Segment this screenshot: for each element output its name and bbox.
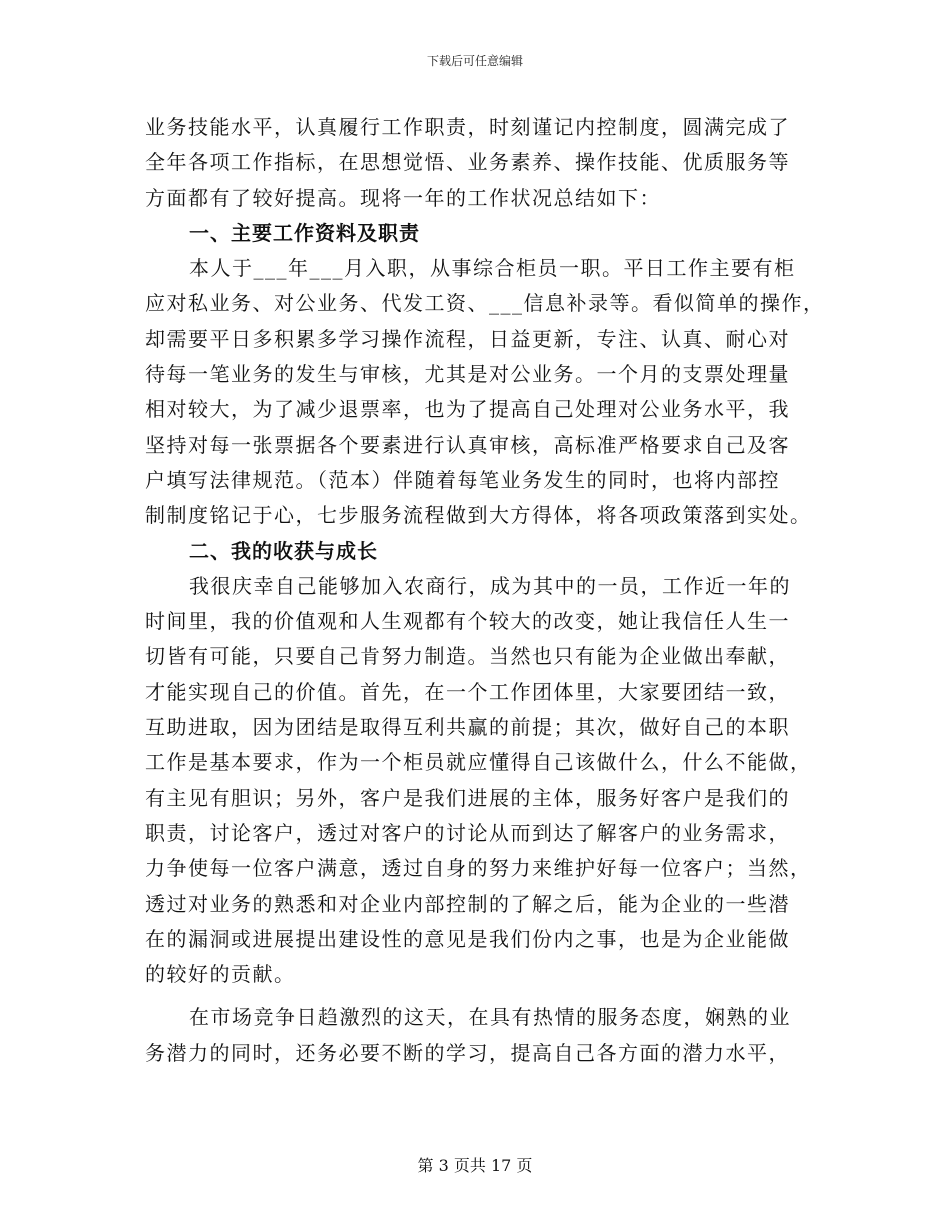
page-number: 第 3 页共 17 页 [417,1156,533,1175]
paragraph-line: 户填写法律规范。（范本）伴随着每笔业务发生的同时，也将内部控 [145,467,780,492]
paragraph-line: 制制度铭记于心，七步服务流程做到大方得体，将各项政策落到实处。 [145,503,812,528]
paragraph-line: 力争使每一位客户满意，透过自身的努力来维护好每一位客户；当然， [145,856,812,881]
paragraph-line: 应对私业务、对公业务、代发工资、___信息补录等。看似简单的操作， [145,291,825,316]
paragraph-line: 切皆有可能，只要自己肯努力制造。当然也只有能为企业做出奉献， [145,644,790,669]
section-heading-1: 一、主要工作资料及职责 [189,220,420,245]
paragraph-line: 在的漏洞或进展提出建设性的意见是我们份内之事，也是为企业能做 [145,926,790,951]
paragraph-line: 务潜力的同时，还务必要不断的学习，提高自己各方面的潜力水平， [145,1040,790,1065]
paragraph-line: 方面都有了较好提高。现将一年的工作状况总结如下： [145,185,661,210]
paragraph-line: 本人于___年___月入职，从事综合柜员一职。平日工作主要有柜 [189,256,796,281]
paragraph-line: 相对较大，为了减少退票率，也为了提高自己处理对公业务水平，我 [145,397,790,422]
paragraph-line: 我很庆幸自己能够加入农商行，成为其中的一员，工作近一年的 [189,573,791,598]
paragraph-line: 有主见有胆识；另外，客户是我们进展的主体，服务好客户是我们的 [145,785,790,810]
paragraph-line: 业务技能水平，认真履行工作职责，时刻谨记内控制度，圆满完成了 [145,115,790,139]
paragraph-line: 才能实现自己的价值。首先，在一个工作团体里，大家要团结一致， [145,679,790,704]
paragraph-line: 透过对业务的熟悉和对企业内部控制的了解之后，能为企业的一些潜 [145,891,790,916]
paragraph-line: 却需要平日多积累多学习操作流程，日益更新，专注、认真、耐心对 [145,326,790,351]
paragraph-line: 时间里，我的价值观和人生观都有个较大的改变，她让我信任人生一 [145,609,790,634]
paragraph-line: 在市场竞争日趋激烈的这天，在具有热情的服务态度，娴熟的业 [189,1005,791,1030]
paragraph-line: 的较好的贡献。 [145,962,296,987]
paragraph-line: 互助进取，因为团结是取得互利共赢的前提；其次，做好自己的本职 [145,715,790,740]
section-heading-2: 二、我的收获与成长 [189,538,378,563]
page-header: 下载后可任意编辑 [426,54,523,68]
paragraph-line: 职责，讨论客户，透过对客户的讨论从而到达了解客户的业务需求， [145,820,790,845]
paragraph-line: 全年各项工作指标，在思想觉悟、业务素养、操作技能、优质服务等 [145,150,790,175]
paragraph-line: 工作是基本要求，作为一个柜员就应懂得自己该做什么，什么不能做， [145,750,812,775]
paragraph-line: 待每一笔业务的发生与审核，尤其是对公业务。一个月的支票处理量 [145,362,790,387]
document-body [145,110,825,1071]
paragraph-line: 坚持对每一张票据各个要素进行认真审核，高标准严格要求自己及客 [145,432,790,457]
